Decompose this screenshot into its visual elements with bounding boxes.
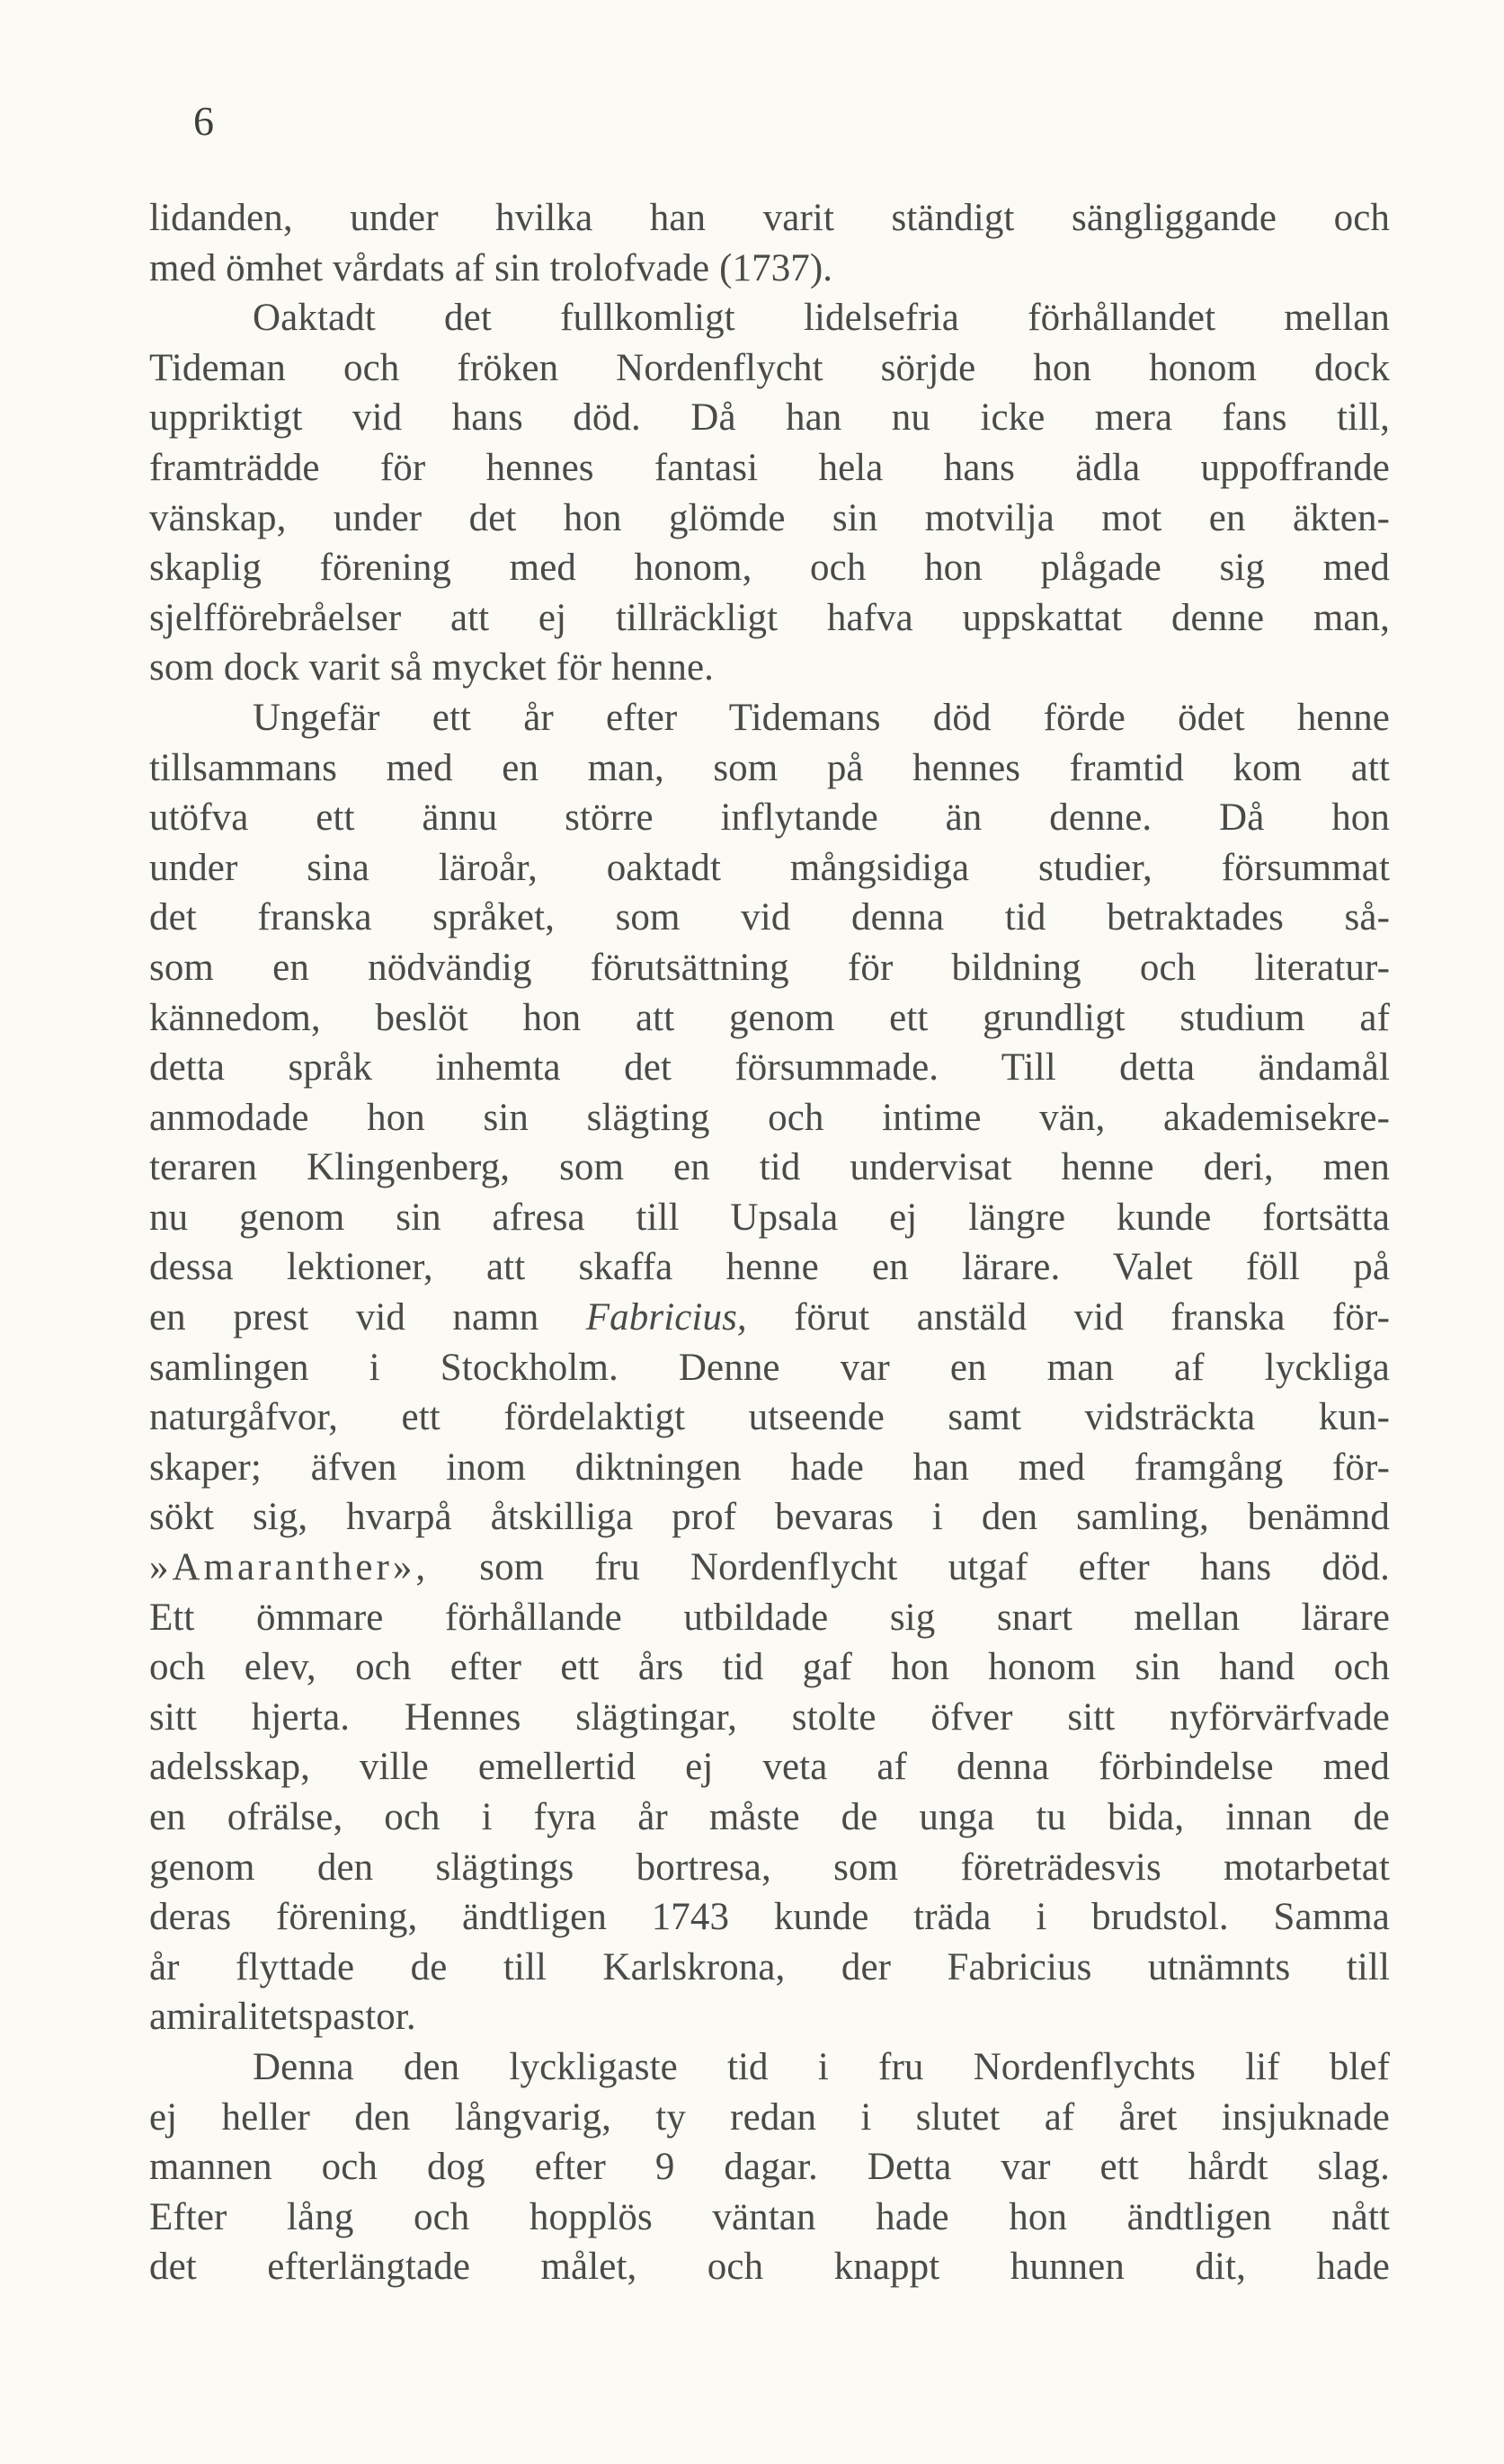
text-line: detta språk inhemta det försummade. Till detta ändamål — [149, 1046, 1390, 1090]
text-line: mannen och dog efter 9 dagar. Detta var ett hårdt slag. — [149, 2146, 1390, 2189]
text-line: naturgåfvor, ett fördelaktigt utseende samt vidsträckta kun- — [149, 1396, 1390, 1439]
text-line: samlingen i Stockholm. Denne var en man af lyckliga — [149, 1346, 1390, 1389]
page-number: 6 — [193, 98, 214, 144]
text-line: tillsammans med en man, som på hennes framtid kom att — [149, 746, 1390, 789]
text-line: vänskap, under det hon glömde sin motvilja mot en äkten- — [149, 496, 1390, 539]
text-line — [149, 1293, 1390, 1343]
body-text — [149, 193, 1390, 2292]
text-line: utöfva ett ännu större inflytande än denne. Då hon — [149, 796, 1390, 840]
text-line: som en nödvändig förutsättning för bildning och literatur- — [149, 946, 1390, 989]
text-line: det efterlängtade målet, och knappt hunnen dit, hade — [149, 2246, 1390, 2289]
text-line: Efter lång och hopplös väntan hade hon ändtligen nått — [149, 2195, 1390, 2238]
spaced-title: »Amaranther», — [149, 1546, 430, 1589]
text-line: Tideman och fröken Nordenflycht sörjde hon honom dock — [149, 346, 1390, 389]
text-line: en ofrälse, och i fyra år måste de unga tu bida, innan de — [149, 1796, 1390, 1838]
text-line: det franska språket, som vid denna tid betraktades så- — [149, 896, 1390, 939]
text-line: nu genom sin afresa till Upsala ej längre kunde fortsätta — [149, 1196, 1390, 1239]
text-line: år flyttade de till Karlskrona, der Fabricius utnämnts till — [149, 1945, 1390, 1988]
text-line: Ett ömmare förhållande utbildade sig snart mellan lärare — [149, 1596, 1390, 1639]
line-segment: som fru Nordenflycht utgaf efter hans död. — [429, 1546, 1390, 1589]
text-line: genom den slägtings bortresa, som företrädesvis motarbetat — [149, 1846, 1390, 1889]
text-line: anmodade hon sin slägting och intime vän, akademisekre- — [149, 1096, 1390, 1139]
text-line: sökt sig, hvarpå åtskilliga prof bevaras i den samling, benämnd — [149, 1496, 1390, 1539]
text-line: skaplig förening med honom, och hon plågade sig med — [149, 547, 1390, 590]
text-line: deras förening, ändtligen 1743 kunde träda i brudstol. Samma — [149, 1896, 1390, 1939]
text-line: amiralitetspastor. — [149, 1996, 416, 2039]
text-line: Ungefär ett år efter Tidemans död förde ödet henne — [253, 696, 1390, 739]
text-line: som dock varit så mycket för henne. — [149, 646, 715, 689]
italic-name: Fabricius, — [585, 1296, 747, 1339]
text-line: och elev, och efter ett års tid gaf hon honom sin hand och — [149, 1646, 1390, 1689]
text-line: kännedom, beslöt hon att genom ett grundligt studium af — [149, 996, 1390, 1039]
text-line: Oaktadt det fullkomligt lidelsefria förhållandet mellan — [253, 297, 1390, 340]
line-segment: förut anstäld vid franska för- — [746, 1296, 1391, 1339]
text-line: med ömhet vårdats af sin trolofvade (1737). — [149, 246, 833, 289]
text-line: dessa lektioner, att skaffa henne en lärare. Valet föll på — [149, 1246, 1390, 1289]
text-line: teraren Klingenberg, som en tid undervisat henne deri, men — [149, 1146, 1390, 1189]
text-line: lidanden, under hvilka han varit ständigt sängliggande och — [149, 197, 1390, 239]
text-line: adelsskap, ville emellertid ej veta af denna förbindelse med — [149, 1746, 1390, 1789]
text-line: ej heller den långvarig, ty redan i slutet af året insjuknade — [149, 2095, 1390, 2139]
line-segment: en prest vid namn — [149, 1296, 586, 1339]
text-line: skaper; äfven inom diktningen hade han med framgång för- — [149, 1445, 1390, 1489]
text-line: Denna den lyckligaste tid i fru Nordenflychts lif blef — [253, 2045, 1390, 2088]
text-line: under sina läroår, oaktadt mångsidiga studier, försummat — [149, 846, 1390, 889]
text-line: framträdde för hennes fantasi hela hans ädla uppoffrande — [149, 446, 1390, 489]
text-line: sjelfförebråelser att ej tillräckligt hafva uppskattat denne man, — [149, 596, 1390, 639]
text-line: uppriktigt vid hans död. Då han nu icke mera fans till, — [149, 396, 1390, 440]
text-line: sitt hjerta. Hennes slägtingar, stolte öfver sitt nyförvärfvade — [149, 1695, 1390, 1739]
text-line — [149, 1543, 1390, 1593]
